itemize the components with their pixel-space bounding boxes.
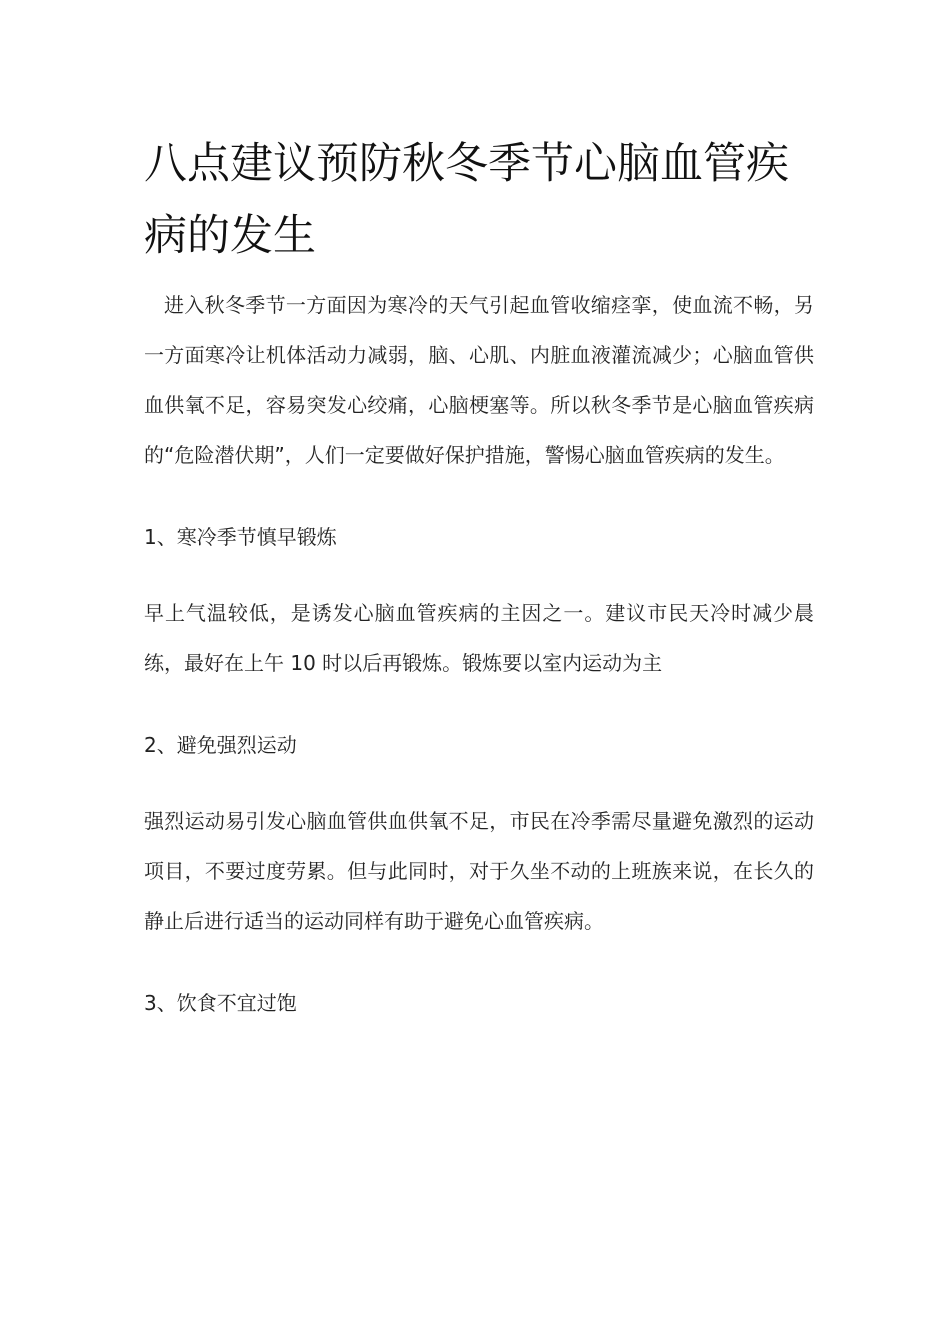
section-heading-3: 3、饮食不宜过饱: [144, 991, 297, 1015]
section-heading-2: 2、避免强烈运动: [144, 733, 297, 757]
document-title: 八点建议预防秋冬季节心脑血管疾病的发生: [144, 139, 789, 261]
intro-paragraph: 进入秋冬季节一方面因为寒冷的天气引起血管收缩痉挛，使血流不畅，另一方面寒冷让机体活动力减弱，脑、心肌、内脏血液灌流减少；心脑血管供血供氧不足，容易突发心绞痛，心脑梗塞等。所以秋冬季节是心脑血管疾病的“危险潜伏期”，人们一定要做好保护措施，警惕心脑血管疾病的发生。: [144, 293, 814, 467]
section-body-1: 早上气温较低，是诱发心脑血管疾病的主因之一。建议市民天冷时减少晨练，最好在上午 10 时以后再锻炼。锻炼要以室内运动为主: [144, 601, 814, 675]
section-heading-1: 1、寒冷季节慎早锻炼: [144, 525, 337, 549]
document-page: [144, 128, 814, 1028]
section-body-2: 强烈运动易引发心脑血管供血供氧不足，市民在冷季需尽量避免激烈的运动项目，不要过度劳累。但与此同时，对于久坐不动的上班族来说，在长久的静止后进行适当的运动同样有助于避免心血管疾病。: [144, 809, 814, 933]
